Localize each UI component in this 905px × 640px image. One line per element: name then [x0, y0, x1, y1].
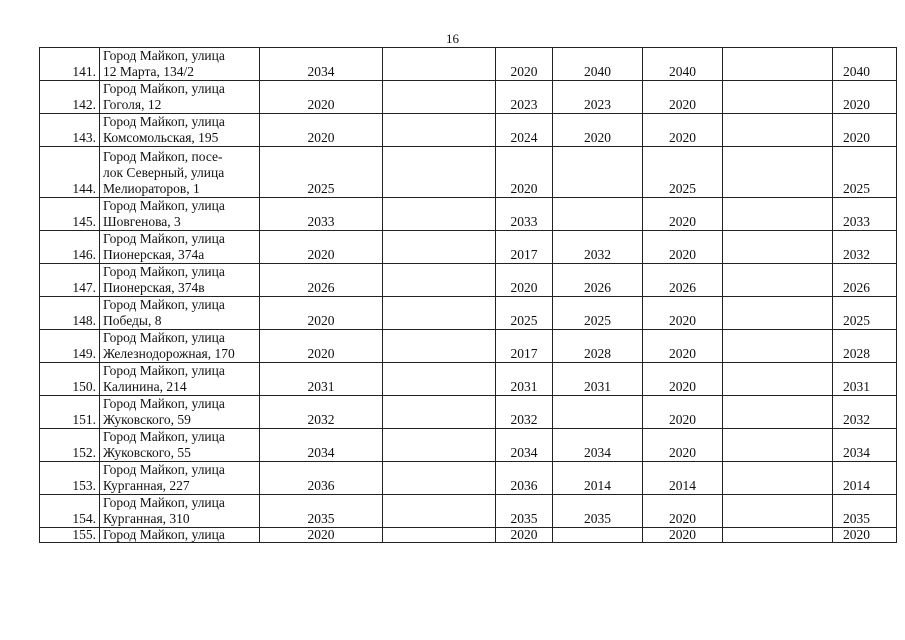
value-cell-4: 2014 — [553, 462, 643, 495]
value-cell-7: 2035 — [833, 495, 897, 528]
table-row — [40, 495, 897, 528]
table-row — [40, 264, 897, 297]
value-cell-4: 2020 — [553, 114, 643, 147]
value-cell-7: 2014 — [833, 462, 897, 495]
value-cell-1: 2033 — [260, 198, 383, 231]
table-row — [40, 297, 897, 330]
address-line: Жуковского, 59 — [103, 412, 191, 427]
value-cell-2 — [383, 147, 496, 198]
address-line: 12 Марта, 134/2 — [103, 64, 194, 79]
value-cell-3: 2033 — [496, 198, 553, 231]
value-cell-1: 2025 — [260, 147, 383, 198]
value-cell-6 — [723, 81, 833, 114]
value-cell-5: 2020 — [643, 495, 723, 528]
address-cell — [100, 462, 260, 495]
value-cell-4 — [553, 198, 643, 231]
row-number: 145. — [40, 198, 100, 231]
row-number: 148. — [40, 297, 100, 330]
value-cell-1: 2020 — [260, 81, 383, 114]
table-row — [40, 198, 897, 231]
address-line: Город Майкоп, улица — [103, 462, 225, 477]
address-line: Город Майкоп, улица — [103, 231, 225, 246]
table-body — [40, 48, 897, 543]
value-cell-3: 2020 — [496, 528, 553, 543]
value-cell-5: 2020 — [643, 429, 723, 462]
value-cell-3: 2020 — [496, 147, 553, 198]
row-number: 154. — [40, 495, 100, 528]
address-line: Город Майкоп, улица — [103, 297, 225, 312]
value-cell-3: 2034 — [496, 429, 553, 462]
value-cell-2 — [383, 114, 496, 147]
address-line: Шовгенова, 3 — [103, 214, 181, 229]
value-cell-2 — [383, 231, 496, 264]
value-cell-4 — [553, 396, 643, 429]
table-row — [40, 114, 897, 147]
value-cell-1: 2020 — [260, 231, 383, 264]
address-line: Город Майкоп, улица — [103, 114, 225, 129]
value-cell-3: 2032 — [496, 396, 553, 429]
value-cell-7: 2020 — [833, 528, 897, 543]
table-row — [40, 330, 897, 363]
value-cell-7: 2031 — [833, 363, 897, 396]
value-cell-6 — [723, 528, 833, 543]
address-line: Город Майкоп, улица — [103, 264, 225, 279]
row-number: 146. — [40, 231, 100, 264]
address-cell — [100, 429, 260, 462]
row-number: 152. — [40, 429, 100, 462]
value-cell-5: 2040 — [643, 48, 723, 81]
value-cell-3: 2035 — [496, 495, 553, 528]
address-line: Город Майкоп, улица — [103, 81, 225, 96]
row-number: 155. — [40, 528, 100, 543]
address-cell — [100, 48, 260, 81]
value-cell-5: 2020 — [643, 363, 723, 396]
registry-table — [39, 47, 897, 543]
address-line: Пионерская, 374а — [103, 247, 205, 262]
value-cell-1: 2026 — [260, 264, 383, 297]
address-line: Железнодорожная, 170 — [103, 346, 235, 361]
value-cell-1: 2034 — [260, 48, 383, 81]
value-cell-2 — [383, 363, 496, 396]
value-cell-6 — [723, 396, 833, 429]
value-cell-1: 2036 — [260, 462, 383, 495]
value-cell-3: 2023 — [496, 81, 553, 114]
value-cell-3: 2020 — [496, 264, 553, 297]
value-cell-7: 2032 — [833, 231, 897, 264]
address-line: Город Майкоп, улица — [103, 429, 225, 444]
value-cell-7: 2020 — [833, 81, 897, 114]
address-line: Комсомольская, 195 — [103, 130, 219, 145]
row-number: 147. — [40, 264, 100, 297]
value-cell-4: 2035 — [553, 495, 643, 528]
value-cell-7: 2033 — [833, 198, 897, 231]
value-cell-2 — [383, 264, 496, 297]
table-row — [40, 48, 897, 81]
address-line: Победы, 8 — [103, 313, 162, 328]
value-cell-5: 2020 — [643, 81, 723, 114]
table-row — [40, 363, 897, 396]
address-cell — [100, 198, 260, 231]
value-cell-1: 2032 — [260, 396, 383, 429]
row-number: 141. — [40, 48, 100, 81]
value-cell-6 — [723, 495, 833, 528]
value-cell-7: 2020 — [833, 114, 897, 147]
value-cell-1: 2031 — [260, 363, 383, 396]
value-cell-7: 2032 — [833, 396, 897, 429]
value-cell-5: 2020 — [643, 396, 723, 429]
value-cell-6 — [723, 462, 833, 495]
row-number: 142. — [40, 81, 100, 114]
address-line: Калинина, 214 — [103, 379, 187, 394]
row-number: 144. — [40, 147, 100, 198]
address-line: Гоголя, 12 — [103, 97, 162, 112]
value-cell-1: 2034 — [260, 429, 383, 462]
value-cell-4 — [553, 528, 643, 543]
table-row — [40, 429, 897, 462]
value-cell-5: 2020 — [643, 231, 723, 264]
value-cell-5: 2020 — [643, 198, 723, 231]
table-row — [40, 396, 897, 429]
value-cell-5: 2014 — [643, 462, 723, 495]
value-cell-1: 2020 — [260, 114, 383, 147]
table-row — [40, 231, 897, 264]
value-cell-6 — [723, 231, 833, 264]
address-line: Город Майкоп, улица — [103, 495, 225, 510]
value-cell-5: 2025 — [643, 147, 723, 198]
value-cell-2 — [383, 48, 496, 81]
table-row — [40, 528, 897, 543]
value-cell-4: 2031 — [553, 363, 643, 396]
row-number: 151. — [40, 396, 100, 429]
value-cell-6 — [723, 198, 833, 231]
value-cell-5: 2020 — [643, 330, 723, 363]
value-cell-2 — [383, 330, 496, 363]
value-cell-7: 2028 — [833, 330, 897, 363]
page-number: 16 — [446, 31, 459, 46]
address-line: Город Майкоп, улица — [103, 396, 225, 411]
value-cell-2 — [383, 462, 496, 495]
address-line: Курганная, 310 — [103, 511, 190, 526]
address-cell — [100, 396, 260, 429]
address-line: Город Майкоп, посе- — [103, 149, 223, 164]
value-cell-4: 2032 — [553, 231, 643, 264]
value-cell-6 — [723, 330, 833, 363]
value-cell-1: 2020 — [260, 330, 383, 363]
value-cell-6 — [723, 114, 833, 147]
value-cell-7: 2026 — [833, 264, 897, 297]
value-cell-2 — [383, 429, 496, 462]
address-line: Мелиораторов, 1 — [103, 181, 200, 196]
value-cell-5: 2026 — [643, 264, 723, 297]
value-cell-5: 2020 — [643, 297, 723, 330]
value-cell-4: 2025 — [553, 297, 643, 330]
value-cell-4: 2028 — [553, 330, 643, 363]
address-cell — [100, 330, 260, 363]
address-cell — [100, 363, 260, 396]
value-cell-4: 2023 — [553, 81, 643, 114]
value-cell-2 — [383, 396, 496, 429]
value-cell-7: 2025 — [833, 297, 897, 330]
value-cell-4: 2026 — [553, 264, 643, 297]
value-cell-6 — [723, 48, 833, 81]
value-cell-1: 2020 — [260, 297, 383, 330]
value-cell-4: 2040 — [553, 48, 643, 81]
address-cell — [100, 297, 260, 330]
table-row — [40, 81, 897, 114]
value-cell-3: 2025 — [496, 297, 553, 330]
value-cell-6 — [723, 363, 833, 396]
address-cell — [100, 264, 260, 297]
value-cell-2 — [383, 81, 496, 114]
row-number: 143. — [40, 114, 100, 147]
address-line: Курганная, 227 — [103, 478, 190, 493]
table-row — [40, 462, 897, 495]
value-cell-1: 2035 — [260, 495, 383, 528]
value-cell-7: 2034 — [833, 429, 897, 462]
address-line: Город Майкоп, улица — [103, 48, 225, 63]
row-number: 150. — [40, 363, 100, 396]
value-cell-6 — [723, 264, 833, 297]
address-cell — [100, 495, 260, 528]
address-cell — [100, 147, 260, 198]
address-line: Жуковского, 55 — [103, 445, 191, 460]
value-cell-6 — [723, 147, 833, 198]
value-cell-5: 2020 — [643, 528, 723, 543]
value-cell-3: 2036 — [496, 462, 553, 495]
table-row — [40, 147, 897, 198]
value-cell-2 — [383, 495, 496, 528]
value-cell-7: 2040 — [833, 48, 897, 81]
value-cell-4 — [553, 147, 643, 198]
value-cell-3: 2031 — [496, 363, 553, 396]
address-cell — [100, 528, 260, 543]
value-cell-4: 2034 — [553, 429, 643, 462]
value-cell-3: 2017 — [496, 330, 553, 363]
value-cell-2 — [383, 528, 496, 543]
value-cell-1: 2020 — [260, 528, 383, 543]
row-number: 153. — [40, 462, 100, 495]
value-cell-6 — [723, 297, 833, 330]
value-cell-7: 2025 — [833, 147, 897, 198]
value-cell-6 — [723, 429, 833, 462]
address-cell — [100, 231, 260, 264]
value-cell-3: 2020 — [496, 48, 553, 81]
value-cell-3: 2024 — [496, 114, 553, 147]
value-cell-5: 2020 — [643, 114, 723, 147]
address-line: Город Майкоп, улица — [103, 330, 225, 345]
row-number: 149. — [40, 330, 100, 363]
address-cell — [100, 114, 260, 147]
address-line: Город Майкоп, улица — [103, 363, 225, 378]
value-cell-2 — [383, 297, 496, 330]
value-cell-3: 2017 — [496, 231, 553, 264]
address-line: лок Северный, улица — [103, 165, 225, 180]
address-line: Город Майкоп, улица — [103, 198, 225, 213]
address-cell — [100, 81, 260, 114]
address-line: Пионерская, 374в — [103, 280, 205, 295]
address-line: Город Майкоп, улица — [103, 527, 225, 542]
value-cell-2 — [383, 198, 496, 231]
